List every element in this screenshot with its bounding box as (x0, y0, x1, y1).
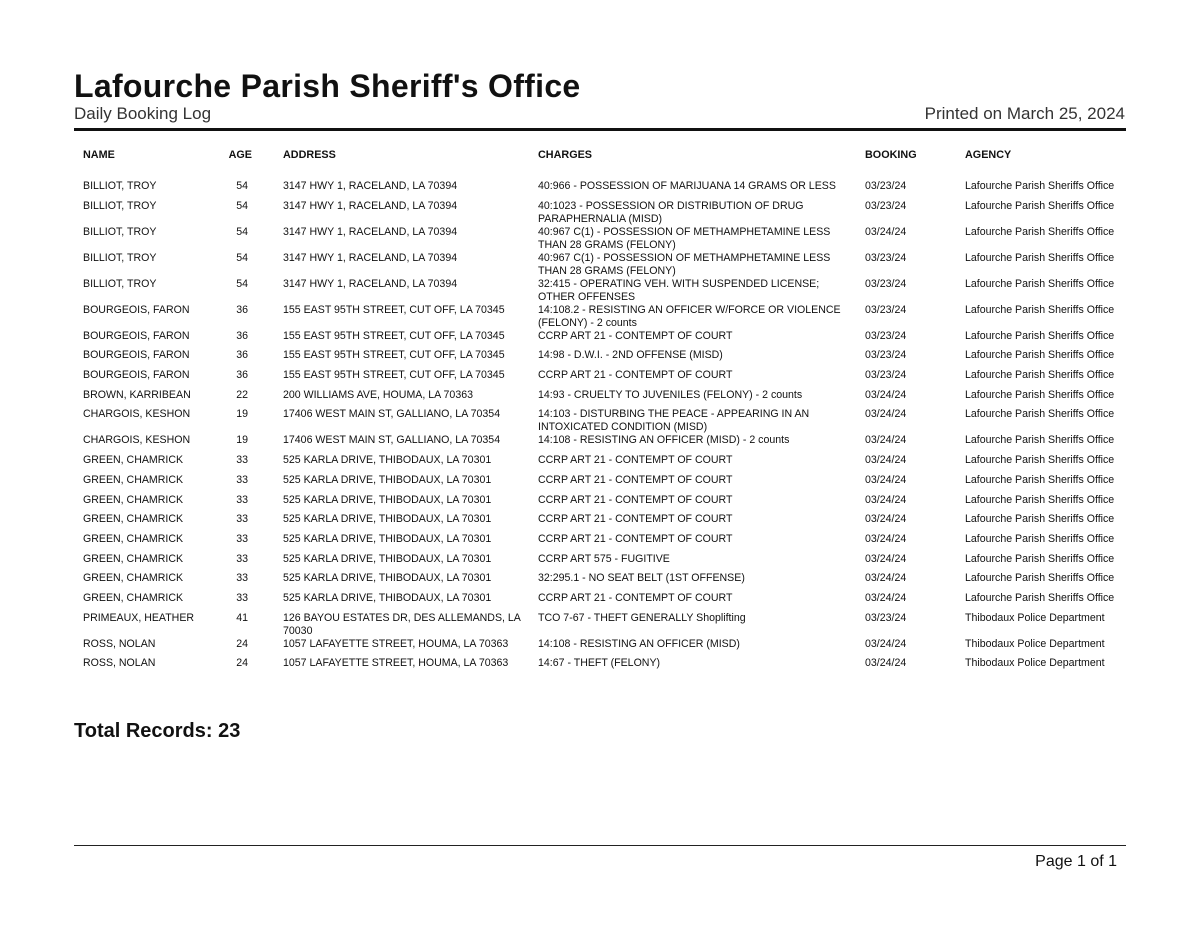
cell-booking: 03/23/24 (865, 180, 907, 192)
cell-age: 33 (236, 513, 248, 526)
cell-charges: 40:967 C(1) - POSSESSION OF METHAMPHETAMINE LESS THAN 28 GRAMS (FELONY) (538, 251, 831, 277)
cell-name: BOURGEOIS, FARON (83, 349, 190, 362)
cell-booking: 03/24/24 (865, 513, 907, 526)
cell-booking: 03/24/24 (865, 454, 907, 467)
cell-agency: Lafourche Parish Sheriffs Office (965, 591, 1115, 604)
cell-booking: 03/23/24 (865, 277, 907, 290)
printed-date: Printed on March 25, 2024 (924, 104, 1125, 123)
cell-name: PRIMEAUX, HEATHER (83, 611, 195, 624)
cell-booking: 03/23/24 (865, 199, 907, 212)
cell-age: 19 (236, 434, 248, 447)
table-row (74, 612, 1126, 638)
table-row (74, 226, 1126, 252)
cell-charges: CCRP ART 21 - CONTEMPT OF COURT (538, 329, 733, 342)
cell-charges: 14:67 - THEFT (FELONY) (538, 657, 661, 670)
cell-agency: Thibodaux Police Department (965, 637, 1105, 650)
cell-booking: 03/24/24 (865, 572, 907, 585)
cell-agency: Lafourche Parish Sheriffs Office (965, 199, 1115, 212)
cell-age: 54 (236, 180, 248, 192)
cell-booking: 03/23/24 (865, 369, 907, 382)
cell-age: 24 (236, 657, 248, 670)
report-subtitle: Daily Booking Log (74, 104, 212, 123)
cell-address: 525 KARLA DRIVE, THIBODAUX, LA 70301 (283, 572, 492, 585)
cell-name: GREEN, CHAMRICK (83, 493, 184, 506)
cell-charges: 32:415 - OPERATING VEH. WITH SUSPENDED LICENSE; OTHER OFFENSES (538, 277, 820, 303)
cell-agency: Lafourche Parish Sheriffs Office (965, 532, 1115, 545)
cell-age: 33 (236, 454, 248, 467)
table-row (74, 200, 1126, 226)
cell-age: 33 (236, 591, 248, 604)
table-row (74, 252, 1126, 278)
cell-name: BILLIOT, TROY (83, 225, 157, 238)
cell-address: 3147 HWY 1, RACELAND, LA 70394 (283, 251, 458, 264)
cell-agency: Lafourche Parish Sheriffs Office (965, 552, 1115, 565)
cell-agency: Lafourche Parish Sheriffs Office (965, 329, 1115, 342)
cell-address: 3147 HWY 1, RACELAND, LA 70394 (283, 199, 458, 212)
table-row (74, 533, 1126, 553)
cell-age: 33 (236, 572, 248, 585)
cell-address: 155 EAST 95TH STREET, CUT OFF, LA 70345 (283, 369, 505, 382)
table-row (74, 180, 1126, 200)
table-row (74, 304, 1126, 330)
cell-address: 1057 LAFAYETTE STREET, HOUMA, LA 70363 (283, 657, 509, 670)
cell-agency: Lafourche Parish Sheriffs Office (965, 303, 1115, 316)
cell-charges: CCRP ART 21 - CONTEMPT OF COURT (538, 473, 733, 486)
cell-booking: 03/23/24 (865, 303, 907, 316)
cell-booking: 03/24/24 (865, 657, 907, 670)
cell-age: 24 (236, 637, 248, 650)
cell-booking: 03/24/24 (865, 637, 907, 650)
cell-address: 155 EAST 95TH STREET, CUT OFF, LA 70345 (283, 329, 505, 342)
cell-name: ROSS, NOLAN (83, 657, 156, 670)
cell-agency: Lafourche Parish Sheriffs Office (965, 277, 1115, 290)
cell-booking: 03/23/24 (865, 349, 907, 362)
cell-address: 3147 HWY 1, RACELAND, LA 70394 (283, 180, 458, 192)
cell-address: 525 KARLA DRIVE, THIBODAUX, LA 70301 (283, 532, 492, 545)
cell-booking: 03/24/24 (865, 532, 907, 545)
table-row (74, 408, 1126, 434)
total-records: Total Records: 23 (74, 720, 241, 742)
cell-charges: CCRP ART 21 - CONTEMPT OF COURT (538, 493, 733, 506)
table-row (74, 553, 1126, 573)
table-row (74, 330, 1126, 350)
cell-charges: 14:93 - CRUELTY TO JUVENILES (FELONY) - 2 counts (538, 388, 803, 401)
cell-name: ROSS, NOLAN (83, 637, 156, 650)
cell-charges: 40:967 C(1) - POSSESSION OF METHAMPHETAMINE LESS THAN 28 GRAMS (FELONY) (538, 225, 831, 251)
cell-age: 54 (236, 225, 248, 238)
cell-name: BILLIOT, TROY (83, 180, 157, 192)
cell-agency: Lafourche Parish Sheriffs Office (965, 493, 1115, 506)
cell-name: GREEN, CHAMRICK (83, 552, 184, 565)
cell-name: BOURGEOIS, FARON (83, 303, 190, 316)
cell-address: 3147 HWY 1, RACELAND, LA 70394 (283, 225, 458, 238)
cell-name: BILLIOT, TROY (83, 277, 157, 290)
cell-agency: Lafourche Parish Sheriffs Office (965, 180, 1115, 192)
table-row (74, 389, 1126, 409)
cell-address: 525 KARLA DRIVE, THIBODAUX, LA 70301 (283, 591, 492, 604)
cell-charges: 40:966 - POSSESSION OF MARIJUANA 14 GRAMS OR LESS (538, 180, 836, 192)
cell-charges: CCRP ART 21 - CONTEMPT OF COURT (538, 454, 733, 467)
cell-name: BOURGEOIS, FARON (83, 369, 190, 382)
cell-charges: CCRP ART 21 - CONTEMPT OF COURT (538, 513, 733, 526)
cell-charges: 14:108.2 - RESISTING AN OFFICER W/FORCE OR VIOLENCE (FELONY) - 2 counts (538, 303, 841, 329)
page-title: Lafourche Parish Sheriff's Office (74, 68, 581, 104)
header-divider (74, 128, 1126, 131)
table-row (74, 657, 1126, 677)
table-row (74, 278, 1126, 304)
cell-age: 33 (236, 532, 248, 545)
cell-address: 525 KARLA DRIVE, THIBODAUX, LA 70301 (283, 552, 492, 565)
cell-name: BILLIOT, TROY (83, 251, 157, 264)
cell-agency: Lafourche Parish Sheriffs Office (965, 513, 1115, 526)
cell-booking: 03/24/24 (865, 388, 907, 401)
cell-address: 126 BAYOU ESTATES DR, DES ALLEMANDS, LA 70030 (283, 611, 521, 637)
cell-agency: Lafourche Parish Sheriffs Office (965, 225, 1115, 238)
cell-charges: 32:295.1 - NO SEAT BELT (1ST OFFENSE) (538, 572, 745, 585)
table-row (74, 592, 1126, 612)
cell-name: BILLIOT, TROY (83, 199, 157, 212)
cell-agency: Lafourche Parish Sheriffs Office (965, 572, 1115, 585)
footer-divider (74, 845, 1126, 846)
cell-agency: Lafourche Parish Sheriffs Office (965, 349, 1115, 362)
cell-age: 36 (236, 349, 248, 362)
cell-agency: Lafourche Parish Sheriffs Office (965, 388, 1115, 401)
cell-booking: 03/24/24 (865, 408, 907, 421)
cell-booking: 03/23/24 (865, 251, 907, 264)
cell-age: 36 (236, 369, 248, 382)
table-row (74, 638, 1126, 658)
cell-agency: Lafourche Parish Sheriffs Office (965, 454, 1115, 467)
page-number: Page 1 of 1 (1035, 853, 1117, 870)
table-header-row (74, 146, 1126, 180)
cell-charges: 40:1023 - POSSESSION OR DISTRIBUTION OF DRUG PARAPHERNALIA (MISD) (538, 199, 804, 225)
column-header-age: AGE (228, 149, 252, 161)
cell-agency: Lafourche Parish Sheriffs Office (965, 434, 1115, 447)
cell-name: GREEN, CHAMRICK (83, 532, 184, 545)
cell-age: 54 (236, 199, 248, 212)
cell-name: BROWN, KARRIBEAN (83, 388, 191, 401)
cell-agency: Lafourche Parish Sheriffs Office (965, 408, 1115, 421)
cell-address: 155 EAST 95TH STREET, CUT OFF, LA 70345 (283, 303, 505, 316)
cell-address: 1057 LAFAYETTE STREET, HOUMA, LA 70363 (283, 637, 509, 650)
cell-charges: CCRP ART 21 - CONTEMPT OF COURT (538, 369, 733, 382)
cell-age: 54 (236, 251, 248, 264)
table-body (74, 180, 1126, 677)
booking-log-table (74, 146, 1126, 677)
cell-booking: 03/24/24 (865, 434, 907, 447)
cell-name: GREEN, CHAMRICK (83, 473, 184, 486)
cell-booking: 03/24/24 (865, 493, 907, 506)
cell-charges: 14:103 - DISTURBING THE PEACE - APPEARING IN AN INTOXICATED CONDITION (MISD) (538, 408, 810, 434)
cell-address: 17406 WEST MAIN ST, GALLIANO, LA 70354 (283, 434, 501, 447)
cell-age: 33 (236, 493, 248, 506)
table-row (74, 572, 1126, 592)
table-row (74, 434, 1126, 454)
cell-age: 36 (236, 329, 248, 342)
cell-booking: 03/24/24 (865, 473, 907, 486)
cell-name: GREEN, CHAMRICK (83, 591, 184, 604)
cell-charges: CCRP ART 575 - FUGITIVE (538, 552, 670, 565)
cell-address: 525 KARLA DRIVE, THIBODAUX, LA 70301 (283, 493, 492, 506)
column-header-name: NAME (83, 149, 115, 161)
cell-charges: CCRP ART 21 - CONTEMPT OF COURT (538, 591, 733, 604)
cell-age: 54 (236, 277, 248, 290)
cell-agency: Lafourche Parish Sheriffs Office (965, 473, 1115, 486)
cell-charges: 14:98 - D.W.I. - 2ND OFFENSE (MISD) (538, 349, 723, 362)
table-row (74, 454, 1126, 474)
column-header-charges: CHARGES (538, 149, 592, 161)
cell-charges: 14:108 - RESISTING AN OFFICER (MISD) - 2 counts (538, 434, 790, 447)
cell-name: GREEN, CHAMRICK (83, 513, 184, 526)
cell-address: 525 KARLA DRIVE, THIBODAUX, LA 70301 (283, 473, 492, 486)
table-row (74, 494, 1126, 514)
cell-charges: 14:108 - RESISTING AN OFFICER (MISD) (538, 637, 740, 650)
cell-age: 22 (236, 388, 248, 401)
cell-booking: 03/23/24 (865, 329, 907, 342)
cell-age: 33 (236, 552, 248, 565)
cell-address: 200 WILLIAMS AVE, HOUMA, LA 70363 (283, 388, 473, 401)
cell-agency: Thibodaux Police Department (965, 611, 1105, 624)
cell-charges: CCRP ART 21 - CONTEMPT OF COURT (538, 532, 733, 545)
cell-age: 33 (236, 473, 248, 486)
cell-agency: Lafourche Parish Sheriffs Office (965, 369, 1115, 382)
cell-booking: 03/24/24 (865, 591, 907, 604)
cell-address: 3147 HWY 1, RACELAND, LA 70394 (283, 277, 458, 290)
cell-name: BOURGEOIS, FARON (83, 329, 190, 342)
column-header-agency: AGENCY (965, 149, 1012, 161)
cell-name: GREEN, CHAMRICK (83, 454, 184, 467)
cell-name: GREEN, CHAMRICK (83, 572, 184, 585)
cell-address: 525 KARLA DRIVE, THIBODAUX, LA 70301 (283, 513, 492, 526)
cell-booking: 03/24/24 (865, 552, 907, 565)
cell-agency: Lafourche Parish Sheriffs Office (965, 251, 1115, 264)
cell-age: 19 (236, 408, 248, 421)
cell-age: 41 (236, 611, 248, 624)
table-row (74, 369, 1126, 389)
table-row (74, 349, 1126, 369)
column-header-address: ADDRESS (283, 149, 336, 161)
cell-booking: 03/23/24 (865, 611, 907, 624)
cell-charges: TCO 7-67 - THEFT GENERALLY Shoplifting (538, 611, 746, 624)
cell-address: 17406 WEST MAIN ST, GALLIANO, LA 70354 (283, 408, 501, 421)
table-row (74, 513, 1126, 533)
cell-age: 36 (236, 303, 248, 316)
cell-address: 155 EAST 95TH STREET, CUT OFF, LA 70345 (283, 349, 505, 362)
cell-agency: Thibodaux Police Department (965, 657, 1105, 670)
cell-address: 525 KARLA DRIVE, THIBODAUX, LA 70301 (283, 454, 492, 467)
cell-name: CHARGOIS, KESHON (83, 408, 191, 421)
cell-name: CHARGOIS, KESHON (83, 434, 191, 447)
table-row (74, 474, 1126, 494)
cell-booking: 03/24/24 (865, 225, 907, 238)
column-header-booking: BOOKING (865, 149, 917, 161)
